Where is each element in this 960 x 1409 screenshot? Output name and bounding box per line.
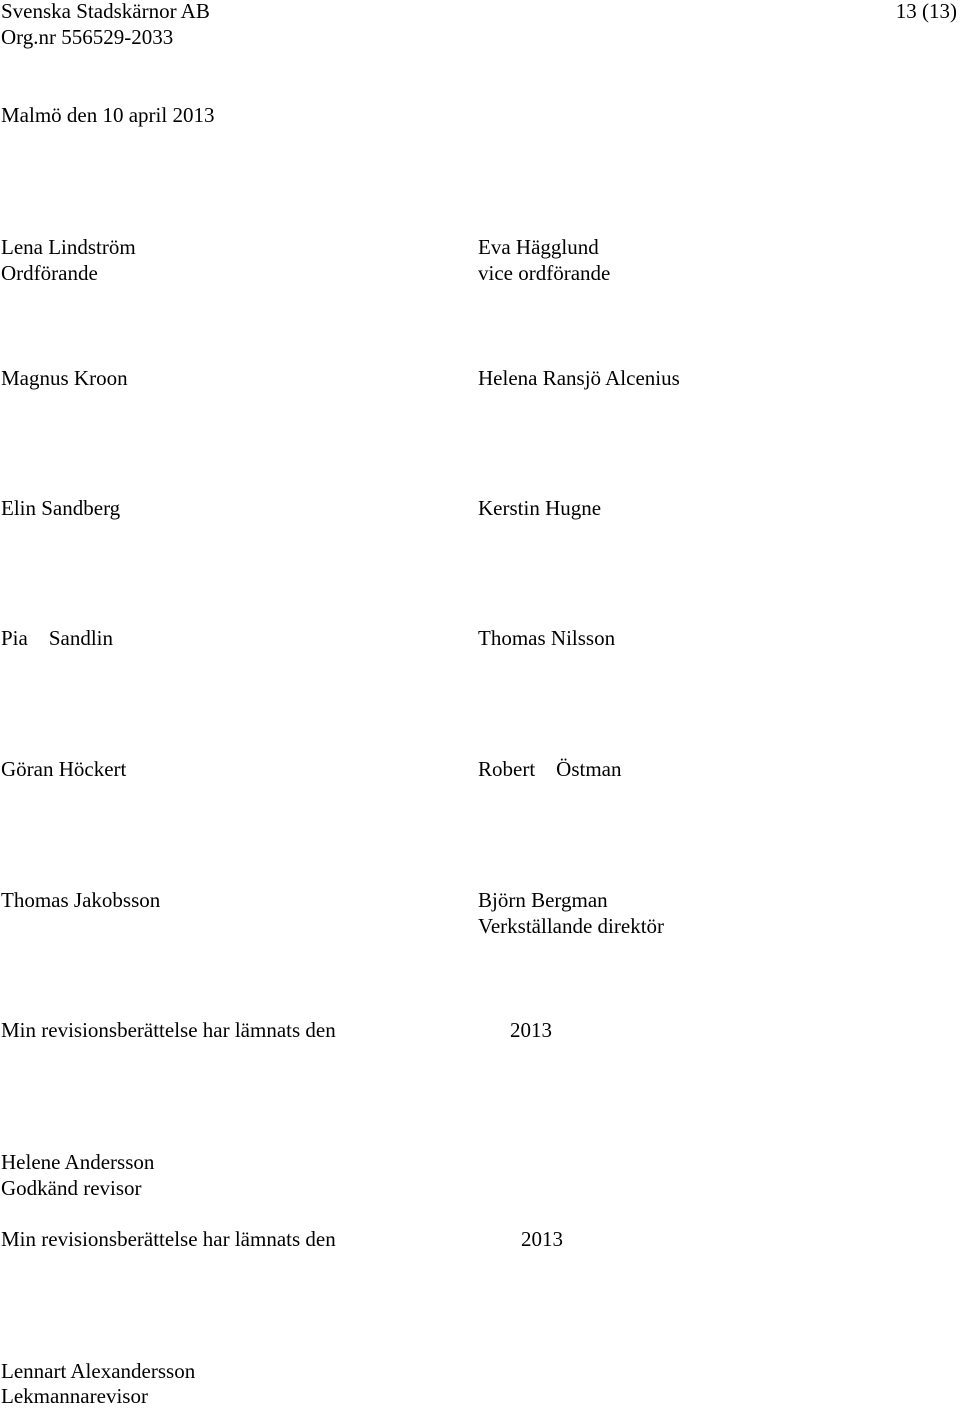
org-number: Org.nr 556529-2033 [1,25,174,49]
audit-statement: Min revisionsberättelse har lämnats den [1,1227,336,1251]
signatory-name: Magnus Kroon [1,366,128,390]
signatory-name: Robert Östman [478,757,622,781]
signatory-name: Eva Hägglund [478,235,599,259]
signatory-name: Thomas Nilsson [478,626,616,650]
signatory-name: Lena Lindström [1,235,136,259]
auditor-title: Godkänd revisor [1,1176,142,1200]
signatory-name: Thomas Jakobsson [1,888,161,912]
signatory-name: Helena Ransjö Alcenius [478,366,680,390]
audit-year: 2013 [521,1227,563,1251]
place-date: Malmö den 10 april 2013 [1,103,215,127]
auditor-name: Lennart Alexandersson [1,1359,196,1383]
signatory-name: Kerstin Hugne [478,496,602,520]
signatory-name: Pia Sandlin [1,626,114,650]
signatory-title: Verkställande direktör [478,914,665,938]
audit-year: 2013 [510,1018,552,1042]
signatory-name: Göran Höckert [1,757,127,781]
auditor-name: Helene Andersson [1,1150,155,1174]
signatory-title: vice ordförande [478,261,611,285]
page-number: 13 (13) [895,0,957,23]
signatory-name: Björn Bergman [478,888,608,912]
audit-statement: Min revisionsberättelse har lämnats den [1,1018,336,1042]
auditor-title: Lekmannarevisor [1,1384,148,1408]
company-name: Svenska Stadskärnor AB [1,0,210,23]
signatory-name: Elin Sandberg [1,496,121,520]
signatory-title: Ordförande [1,261,98,285]
